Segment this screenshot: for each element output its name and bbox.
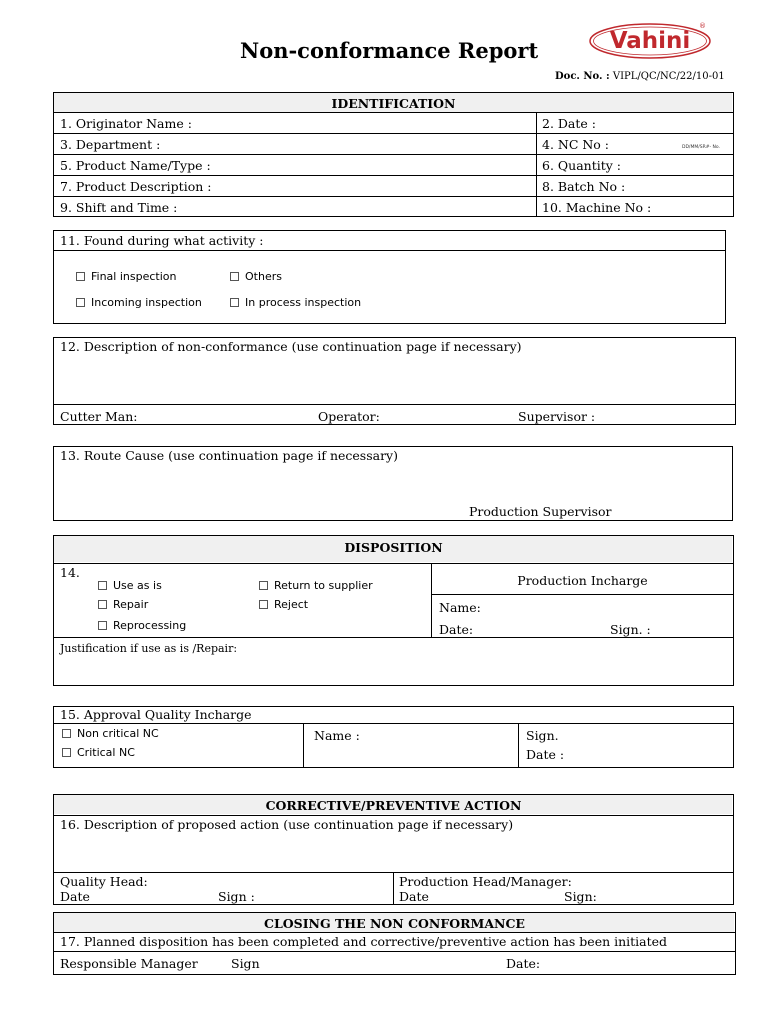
checkbox-label: Others bbox=[245, 270, 282, 283]
identification-heading: IDENTIFICATION bbox=[331, 96, 456, 111]
production-head-sign-field[interactable]: Sign: bbox=[564, 889, 597, 904]
checkbox-reprocessing[interactable] bbox=[98, 619, 186, 633]
closing-label: 17. Planned disposition has been completed and corrective/preventive action has been initiated bbox=[60, 934, 668, 949]
checkbox-final-inspection[interactable] bbox=[76, 270, 176, 284]
quality-head-field[interactable]: Quality Head: bbox=[60, 874, 148, 889]
checkbox-label: Repair bbox=[113, 598, 149, 611]
checkbox-reject[interactable] bbox=[259, 598, 308, 612]
checkbox-return-to-supplier[interactable] bbox=[259, 579, 373, 593]
approval-date-field[interactable]: Date : bbox=[526, 747, 565, 762]
supervisor-field[interactable]: Supervisor : bbox=[518, 409, 596, 424]
doc-number bbox=[555, 71, 725, 82]
originator-name-field[interactable]: 1. Originator Name : bbox=[60, 116, 192, 131]
production-incharge-label: Production Incharge bbox=[517, 573, 648, 588]
quantity-field[interactable]: 6. Quantity : bbox=[542, 158, 621, 173]
machine-no-field[interactable]: 10. Machine No : bbox=[542, 200, 652, 215]
batch-no-field[interactable]: 8. Batch No : bbox=[542, 179, 626, 194]
closing-date-field[interactable]: Date: bbox=[506, 956, 541, 971]
checkbox-label: Final inspection bbox=[91, 270, 177, 283]
quality-head-date-field[interactable]: Date bbox=[60, 889, 90, 904]
product-name-field[interactable]: 5. Product Name/Type : bbox=[60, 158, 211, 173]
operator-field[interactable]: Operator: bbox=[318, 409, 380, 424]
closing-heading: CLOSING THE NON CONFORMANCE bbox=[264, 916, 525, 931]
incharge-date-field[interactable]: Date: bbox=[439, 622, 474, 637]
nc-no-field[interactable]: 4. NC No : bbox=[542, 137, 610, 152]
checkbox-label: In process inspection bbox=[245, 296, 362, 309]
checkbox-in-process-inspection[interactable] bbox=[230, 296, 361, 310]
checkbox-non-critical-nc[interactable] bbox=[62, 727, 159, 741]
checkbox-repair[interactable] bbox=[98, 598, 148, 612]
checkbox-label: Return to supplier bbox=[274, 579, 373, 592]
corrective-label: 16. Description of proposed action (use continuation page if necessary) bbox=[60, 817, 514, 832]
production-head-date-field[interactable]: Date bbox=[399, 889, 429, 904]
production-supervisor-sign[interactable]: Production Supervisor bbox=[469, 504, 612, 519]
closing-sign-field[interactable]: Sign bbox=[231, 956, 260, 971]
checkbox-others[interactable] bbox=[230, 270, 282, 284]
disposition-number: 14. bbox=[60, 565, 80, 580]
doc-number-label: Doc. No. : bbox=[555, 71, 610, 82]
shift-time-field[interactable]: 9. Shift and Time : bbox=[60, 200, 178, 215]
production-head-field[interactable]: Production Head/Manager: bbox=[399, 874, 572, 889]
page-title: Non-conformance Report bbox=[240, 38, 539, 63]
department-field[interactable]: 3. Department : bbox=[60, 137, 161, 152]
quality-head-sign-field[interactable]: Sign : bbox=[218, 889, 255, 904]
checkbox-label: Use as is bbox=[113, 579, 162, 592]
product-description-field[interactable]: 7. Product Description : bbox=[60, 179, 212, 194]
responsible-manager-field[interactable]: Responsible Manager bbox=[60, 956, 198, 971]
approval-sign-field[interactable]: Sign. bbox=[526, 728, 559, 743]
checkbox-label: Non critical NC bbox=[77, 727, 159, 740]
checkbox-incoming-inspection[interactable] bbox=[76, 296, 202, 310]
company-logo bbox=[588, 22, 712, 60]
nc-format-hint: DD/MM/SR#- No. bbox=[682, 145, 721, 150]
doc-number-value: VIPL/QC/NC/22/10-01 bbox=[612, 71, 725, 82]
date-field[interactable]: 2. Date : bbox=[542, 116, 596, 131]
disposition-heading: DISPOSITION bbox=[344, 540, 443, 555]
checkbox-use-as-is[interactable] bbox=[98, 579, 162, 593]
route-cause-label: 13. Route Cause (use continuation page if necessary) bbox=[60, 448, 398, 463]
description-label: 12. Description of non-conformance (use continuation page if necessary) bbox=[60, 339, 522, 354]
cutter-man-field[interactable]: Cutter Man: bbox=[60, 409, 138, 424]
logo-text: Vahini bbox=[609, 28, 691, 54]
checkbox-label: Incoming inspection bbox=[91, 296, 202, 309]
checkbox-label: Critical NC bbox=[77, 746, 135, 759]
found-activity-label: 11. Found during what activity : bbox=[60, 233, 264, 248]
checkbox-label: Reprocessing bbox=[113, 619, 187, 632]
checkbox-label: Reject bbox=[274, 598, 309, 611]
incharge-sign-field[interactable]: Sign. : bbox=[610, 622, 651, 637]
justification-field[interactable]: Justification if use as is /Repair: bbox=[60, 642, 238, 655]
registered-mark: ® bbox=[699, 22, 706, 30]
approval-name-field[interactable]: Name : bbox=[314, 728, 360, 743]
checkbox-critical-nc[interactable] bbox=[62, 746, 135, 760]
approval-label: 15. Approval Quality Incharge bbox=[60, 707, 252, 722]
corrective-heading: CORRECTIVE/PREVENTIVE ACTION bbox=[265, 798, 522, 813]
incharge-name-field[interactable]: Name: bbox=[439, 600, 481, 615]
